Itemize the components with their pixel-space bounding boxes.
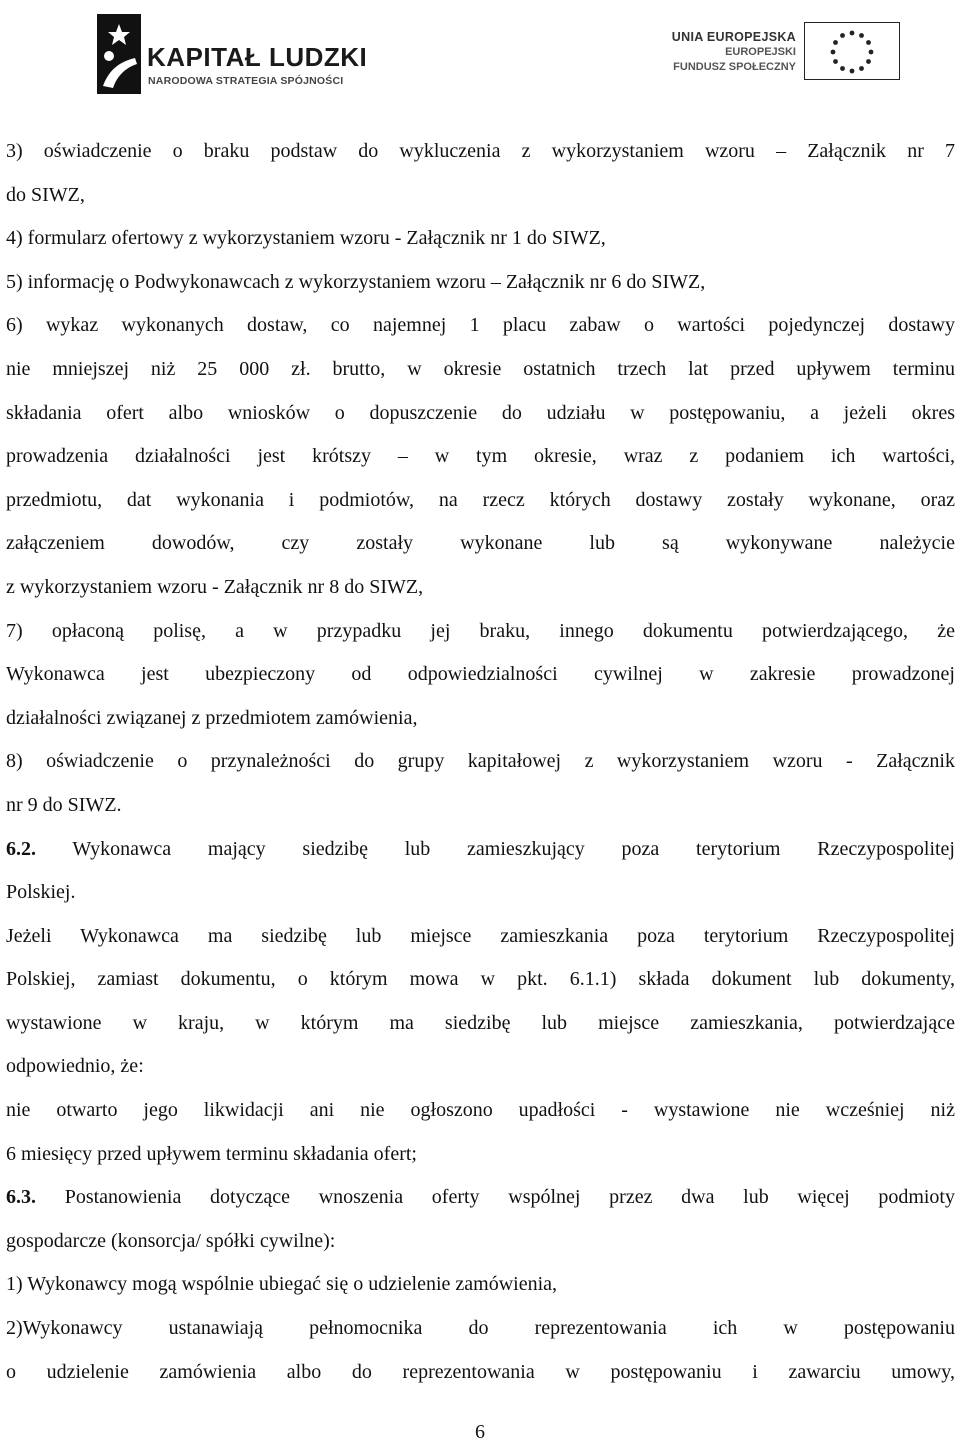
text-line: przedmiotu, dat wykonania i podmiotów, na rzecz których dostawy zostały wykonane, oraz	[6, 488, 955, 511]
text-line: prowadzenia działalności jest krótszy – w tym okresie, wraz z podaniem ich wartości,	[6, 445, 955, 468]
text-line: nie otwarto jego likwidacji ani nie ogłoszono upadłości - wystawione nie wcześniej niż	[6, 1099, 955, 1122]
page-number: 6	[475, 1421, 485, 1443]
kapital-ludzki-logo	[95, 12, 368, 98]
section-heading-6-3	[6, 1176, 955, 1220]
eu-logo	[660, 22, 900, 82]
text-line: wystawione w kraju, w którym ma siedzibę lub miejsce zamieszkania, potwierdzające	[6, 1011, 955, 1034]
eu-logo-line2: EUROPEJSKI	[725, 46, 796, 58]
text-line: Polskiej.	[6, 881, 76, 904]
text-line: 8) oświadczenie o przynależności do grupy kapitałowej z wykorzystaniem wzoru - Załącznik	[6, 750, 955, 773]
text-line: Wykonawca jest ubezpieczony od odpowiedzialności cywilnej w zakresie prowadzonej	[6, 663, 955, 686]
eu-logo-text	[672, 29, 796, 75]
text-line: działalności związanej z przedmiotem zamówienia,	[6, 706, 418, 729]
text-line: 5) informację o Podwykonawcach z wykorzystaniem wzoru – Załącznik nr 6 do SIWZ,	[6, 270, 706, 293]
logo-subtitle: NARODOWA STRATEGIA SPÓJNOŚCI	[148, 75, 344, 87]
text-line: 6 miesięcy przed upływem terminu składania ofert;	[6, 1142, 417, 1165]
section-heading-text: Postanowienia dotyczące wnoszenia oferty wspólnej przez dwa lub więcej podmioty	[64, 1186, 955, 1209]
logo-title: KAPITAŁ LUDZKI	[147, 42, 368, 72]
text-line: 2)Wykonawcy ustanawiają pełnomocnika do reprezentowania ich w postępowaniu	[6, 1317, 955, 1340]
eu-logo-line3: FUNDUSZ SPOŁECZNY	[673, 61, 796, 73]
text-line: 7) opłaconą polisę, a w przypadku jej braku, innego dokumentu potwierdzającego, że	[6, 619, 955, 642]
text-line: 4) formularz ofertowy z wykorzystaniem wzoru - Załącznik nr 1 do SIWZ,	[6, 227, 606, 250]
section-heading-6-2	[6, 828, 955, 872]
section-number: 6.3.	[6, 1186, 36, 1209]
text-line: 3) oświadczenie o braku podstaw do wykluczenia z wykorzystaniem wzoru – Załącznik nr 7	[6, 140, 955, 162]
section-heading-text: Wykonawca mający siedzibę lub zamieszkujący poza terytorium Rzeczypospolitej	[72, 837, 955, 860]
text-line: nie mniejszej niż 25 000 zł. brutto, w okresie ostatnich trzech lat przed upływem terminu	[6, 357, 955, 380]
text-line: odpowiednio, że:	[6, 1055, 144, 1078]
document-body	[6, 130, 955, 1394]
text-line: do SIWZ,	[6, 183, 85, 206]
kapital-ludzki-emblem-icon	[95, 12, 145, 96]
text-line: z wykorzystaniem wzoru - Załącznik nr 8 do SIWZ,	[6, 575, 424, 598]
section-number: 6.2.	[6, 837, 36, 860]
text-line: załączeniem dowodów, czy zostały wykonane lub są wykonywane należycie	[6, 532, 955, 555]
text-line: gospodarcze (konsorcja/ spółki cywilne):	[6, 1229, 336, 1252]
text-line: o udzielenie zamówienia albo do reprezentowania w postępowaniu i zawarciu umowy,	[6, 1360, 955, 1383]
text-line: 6) wykaz wykonanych dostaw, co najemnej 1 placu zabaw o wartości pojedynczej dostawy	[6, 314, 955, 337]
text-line: Polskiej, zamiast dokumentu, o którym mowa w pkt. 6.1.1) składa dokument lub dokumenty,	[6, 968, 955, 991]
text-line: Jeżeli Wykonawca ma siedzibę lub miejsce zamieszkania poza terytorium Rzeczypospolitej	[6, 924, 955, 947]
text-line: składania ofert albo wniosków o dopuszczenie do udziału w postępowaniu, a jeżeli okres	[6, 401, 955, 424]
eu-logo-line1: UNIA EUROPEJSKA	[671, 30, 796, 44]
text-line: nr 9 do SIWZ.	[6, 793, 122, 816]
eu-flag-icon	[804, 22, 900, 80]
text-line: 1) Wykonawcy mogą wspólnie ubiegać się o udzielenie zamówienia,	[6, 1273, 558, 1296]
